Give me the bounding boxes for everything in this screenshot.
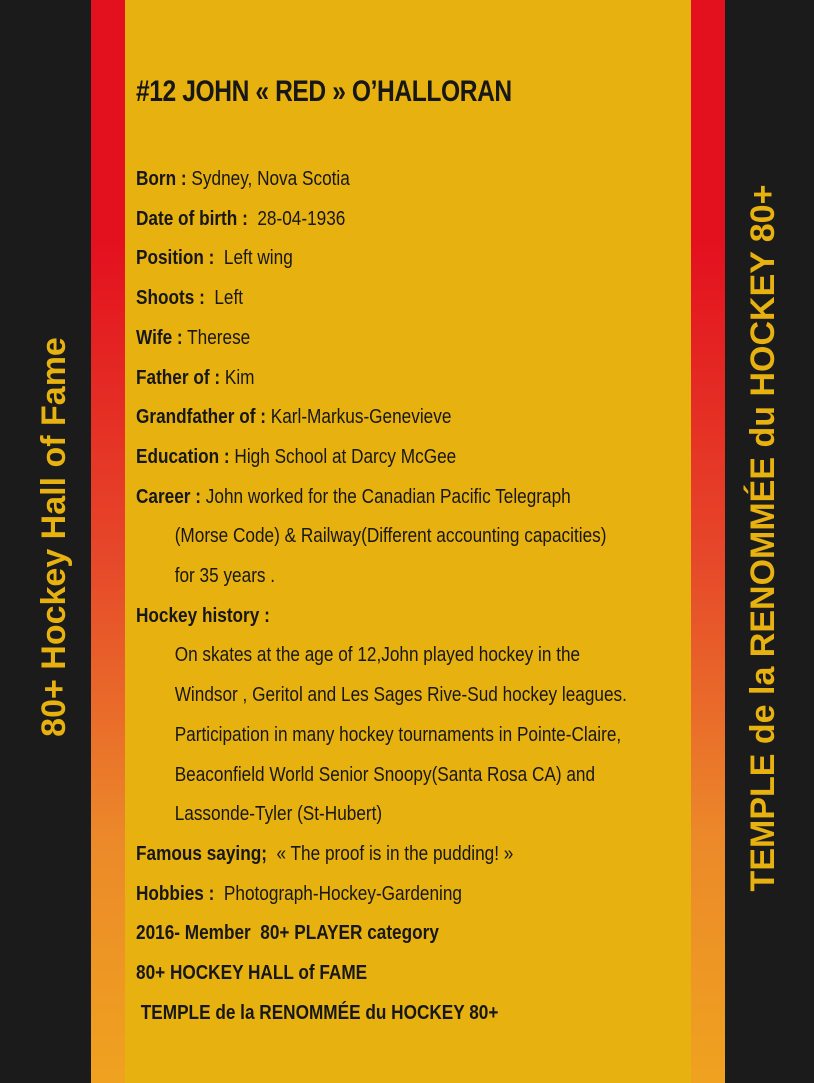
wife-label: Wife : xyxy=(136,326,183,349)
history-line: Lassonde-Tyler (St-Hubert) xyxy=(174,803,383,826)
hobbies-value: Photograph-Hockey-Gardening xyxy=(214,882,463,905)
shoots-label: Shoots : xyxy=(136,287,205,310)
education-row xyxy=(136,438,605,478)
left-red-stripe xyxy=(91,0,125,1083)
father-value: Kim xyxy=(220,366,255,389)
shoots-value: Left xyxy=(204,287,244,310)
grandfather-value: Karl-Markus-Genevieve xyxy=(265,406,452,429)
player-title: #12 JOHN « RED » O’HALLORAN xyxy=(136,75,512,108)
hall-of-fame-line: 80+ HOCKEY HALL of FAME xyxy=(136,962,368,985)
side-text-right: TEMPLE de la RENOMMÉE du HOCKEY 80+ xyxy=(744,184,782,892)
career-label: Career : xyxy=(136,485,202,508)
dob-value: 28-04-1936 xyxy=(247,207,346,230)
grandfather-row xyxy=(136,398,605,438)
temple-line: TEMPLE de la RENOMMÉE du HOCKEY 80+ xyxy=(136,1001,499,1024)
saying-label: Famous saying; xyxy=(136,842,267,865)
side-text-left: 80+ Hockey Hall of Fame xyxy=(35,337,73,737)
shoots-row xyxy=(136,279,605,319)
father-row xyxy=(136,359,605,399)
career-line: (Morse Code) & Railway(Different accounting capacities) xyxy=(174,525,607,548)
born-value: Sydney, Nova Scotia xyxy=(186,168,350,190)
born-row xyxy=(136,160,605,200)
position-value: Left wing xyxy=(214,247,293,270)
career-row xyxy=(136,478,605,518)
hobbies-label: Hobbies : xyxy=(136,882,215,905)
born-label: Born : xyxy=(136,168,187,190)
history-line: On skates at the age of 12,John played hockey in the xyxy=(174,644,581,667)
saying-row xyxy=(136,835,605,875)
dob-label: Date of birth : xyxy=(136,207,248,230)
education-value: High School at Darcy McGee xyxy=(229,445,457,468)
career-line: for 35 years . xyxy=(174,565,276,588)
history-row xyxy=(136,597,605,637)
position-label: Position : xyxy=(136,247,215,270)
history-label: Hockey history : xyxy=(136,604,270,627)
father-label: Father of : xyxy=(136,366,221,389)
grandfather-label: Grandfather of : xyxy=(136,406,266,429)
saying-value: « The proof is in the pudding! » xyxy=(266,842,514,865)
right-red-stripe xyxy=(691,0,725,1083)
hobbies-row xyxy=(136,875,605,915)
history-line: Participation in many hockey tournaments in Pointe-Claire, xyxy=(174,723,622,746)
player-card-content xyxy=(136,72,681,1033)
history-line: Beaconfield World Senior Snoopy(Santa Rosa CA) and xyxy=(174,763,596,786)
position-row xyxy=(136,239,605,279)
education-label: Education : xyxy=(136,445,230,468)
wife-value: Therese xyxy=(182,326,251,349)
history-line: Windsor , Geritol and Les Sages Rive-Sud hockey leagues. xyxy=(174,684,627,707)
member-line: 2016- Member 80+ PLAYER category xyxy=(136,922,439,945)
wife-row xyxy=(136,319,605,359)
dob-row xyxy=(136,200,605,240)
career-line: John worked for the Canadian Pacific Telegraph xyxy=(201,485,571,508)
